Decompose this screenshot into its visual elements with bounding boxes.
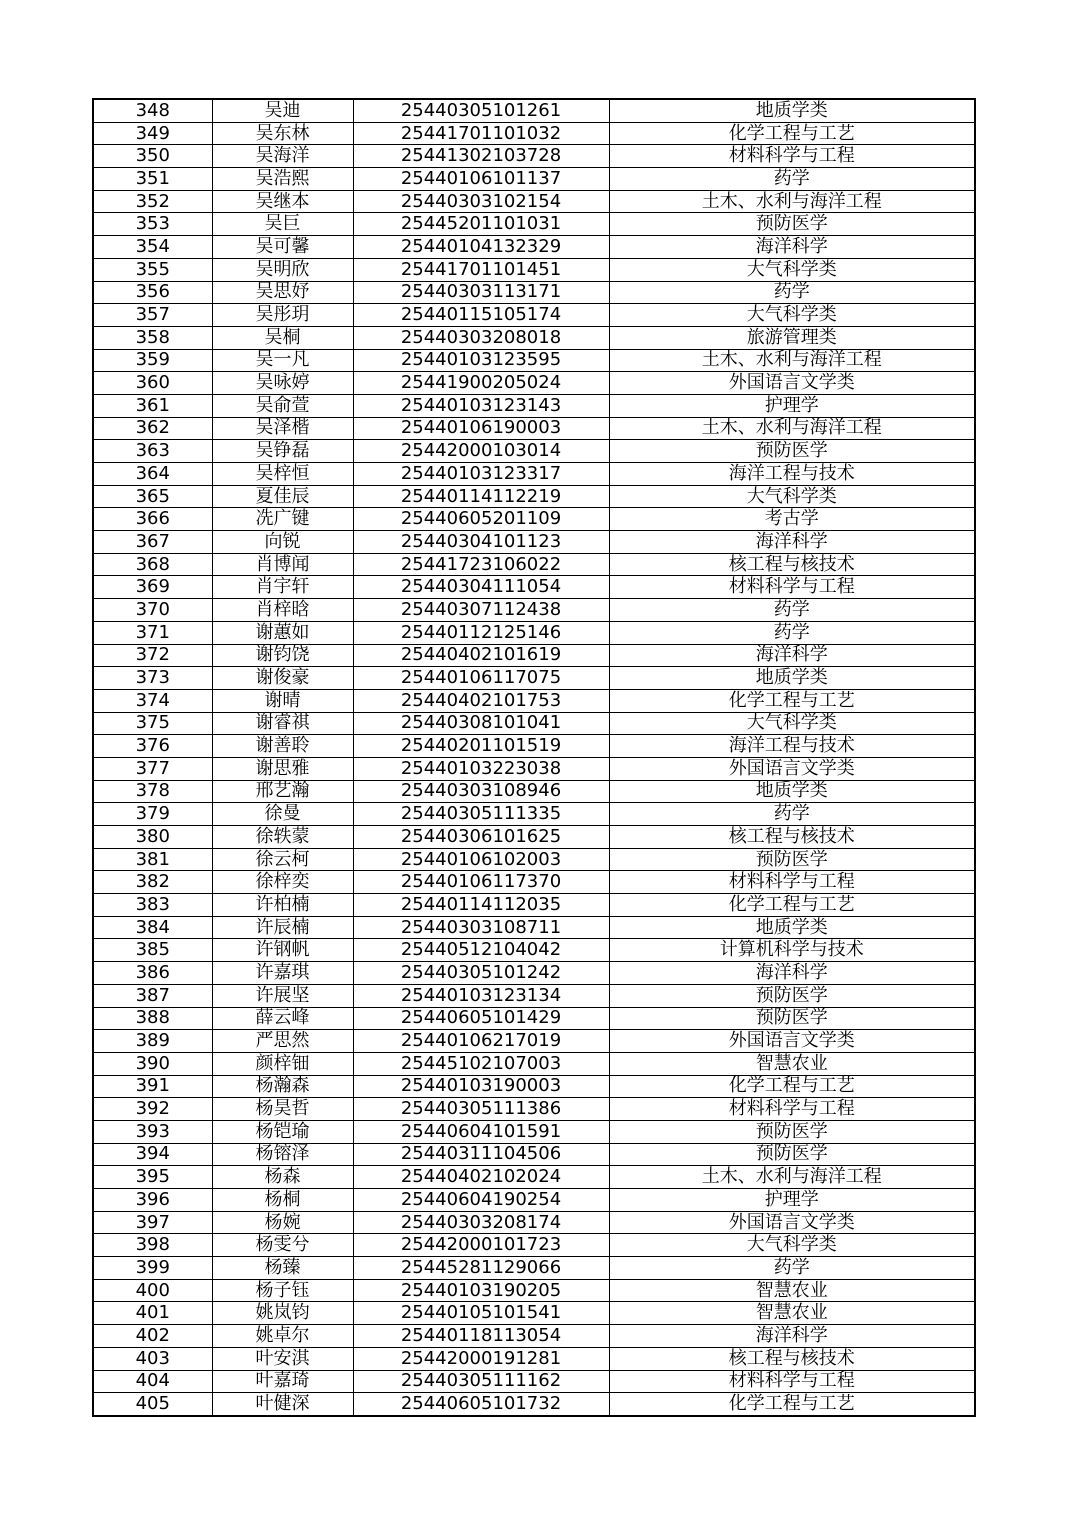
student-name: 吴梓恒 xyxy=(212,463,353,486)
candidate-id: 25440604190254 xyxy=(353,1189,609,1212)
major-name: 土木、水利与海洋工程 xyxy=(609,417,975,440)
student-name: 肖梓晗 xyxy=(212,599,353,622)
table-row xyxy=(93,984,975,1007)
student-name: 吴可馨 xyxy=(212,236,353,259)
candidate-id: 25440305101242 xyxy=(353,962,609,985)
student-name: 薛云峰 xyxy=(212,1007,353,1030)
table-row xyxy=(93,599,975,622)
candidate-id: 25440103190003 xyxy=(353,1075,609,1098)
major-name: 预防医学 xyxy=(609,213,975,236)
major-name: 海洋工程与技术 xyxy=(609,735,975,758)
student-name: 夏佳辰 xyxy=(212,485,353,508)
row-number: 383 xyxy=(93,894,212,917)
major-name: 护理学 xyxy=(609,394,975,417)
student-name: 姚岚钧 xyxy=(212,1302,353,1325)
major-name: 计算机科学与技术 xyxy=(609,939,975,962)
row-number: 399 xyxy=(93,1257,212,1280)
student-name: 叶健深 xyxy=(212,1393,353,1416)
row-number: 373 xyxy=(93,667,212,690)
candidate-id: 25440106102003 xyxy=(353,848,609,871)
candidate-id: 25440304111054 xyxy=(353,576,609,599)
table-row xyxy=(93,463,975,486)
table-row xyxy=(93,213,975,236)
table-row xyxy=(93,1257,975,1280)
row-number: 382 xyxy=(93,871,212,894)
row-number: 358 xyxy=(93,326,212,349)
candidate-id: 25442000103014 xyxy=(353,440,609,463)
row-number: 364 xyxy=(93,463,212,486)
candidate-id: 25440103123143 xyxy=(353,394,609,417)
candidate-id: 25440104132329 xyxy=(353,236,609,259)
candidate-id: 25440303208018 xyxy=(353,326,609,349)
major-name: 土木、水利与海洋工程 xyxy=(609,190,975,213)
candidate-id: 25440118113054 xyxy=(353,1325,609,1348)
row-number: 372 xyxy=(93,644,212,667)
row-number: 351 xyxy=(93,168,212,191)
major-name: 外国语言文学类 xyxy=(609,1211,975,1234)
table-row xyxy=(93,1007,975,1030)
student-name: 吴一凡 xyxy=(212,349,353,372)
candidate-id: 25440305111335 xyxy=(353,803,609,826)
candidate-id: 25440112125146 xyxy=(353,621,609,644)
roster-body xyxy=(93,99,975,1416)
major-name: 外国语言文学类 xyxy=(609,757,975,780)
row-number: 359 xyxy=(93,349,212,372)
candidate-id: 25441900205024 xyxy=(353,372,609,395)
row-number: 385 xyxy=(93,939,212,962)
major-name: 外国语言文学类 xyxy=(609,372,975,395)
candidate-id: 25440402101619 xyxy=(353,644,609,667)
table-row xyxy=(93,372,975,395)
candidate-id: 25440103123317 xyxy=(353,463,609,486)
student-name: 谢蕙如 xyxy=(212,621,353,644)
table-row xyxy=(93,1075,975,1098)
major-name: 材料科学与工程 xyxy=(609,576,975,599)
table-row xyxy=(93,712,975,735)
student-name: 吴桐 xyxy=(212,326,353,349)
candidate-id: 25445201101031 xyxy=(353,213,609,236)
row-number: 370 xyxy=(93,599,212,622)
student-name: 肖宇轩 xyxy=(212,576,353,599)
row-number: 395 xyxy=(93,1166,212,1189)
major-name: 预防医学 xyxy=(609,848,975,871)
major-name: 海洋科学 xyxy=(609,962,975,985)
major-name: 药学 xyxy=(609,803,975,826)
major-name: 药学 xyxy=(609,168,975,191)
major-name: 海洋科学 xyxy=(609,1325,975,1348)
table-row xyxy=(93,553,975,576)
table-row xyxy=(93,394,975,417)
admission-roster-table xyxy=(92,98,976,1417)
major-name: 化学工程与工艺 xyxy=(609,689,975,712)
student-name: 许辰楠 xyxy=(212,916,353,939)
student-name: 杨子钰 xyxy=(212,1279,353,1302)
table-row xyxy=(93,803,975,826)
candidate-id: 25440303108711 xyxy=(353,916,609,939)
student-name: 许钢帆 xyxy=(212,939,353,962)
candidate-id: 25440304101123 xyxy=(353,531,609,554)
major-name: 核工程与核技术 xyxy=(609,553,975,576)
student-name: 杨森 xyxy=(212,1166,353,1189)
student-name: 吴明欣 xyxy=(212,258,353,281)
candidate-id: 25440303113171 xyxy=(353,281,609,304)
row-number: 361 xyxy=(93,394,212,417)
row-number: 376 xyxy=(93,735,212,758)
major-name: 预防医学 xyxy=(609,1120,975,1143)
table-row xyxy=(93,531,975,554)
table-row xyxy=(93,1325,975,1348)
candidate-id: 25440604101591 xyxy=(353,1120,609,1143)
candidate-id: 25440605101429 xyxy=(353,1007,609,1030)
candidate-id: 25440106117370 xyxy=(353,871,609,894)
candidate-id: 25440306101625 xyxy=(353,826,609,849)
row-number: 380 xyxy=(93,826,212,849)
candidate-id: 25440303102154 xyxy=(353,190,609,213)
row-number: 387 xyxy=(93,984,212,1007)
row-number: 391 xyxy=(93,1075,212,1098)
table-row xyxy=(93,508,975,531)
candidate-id: 25440512104042 xyxy=(353,939,609,962)
table-row xyxy=(93,99,975,122)
row-number: 353 xyxy=(93,213,212,236)
row-number: 374 xyxy=(93,689,212,712)
table-row xyxy=(93,1120,975,1143)
student-name: 杨桐 xyxy=(212,1189,353,1212)
major-name: 化学工程与工艺 xyxy=(609,1075,975,1098)
table-row xyxy=(93,848,975,871)
student-name: 姚卓尔 xyxy=(212,1325,353,1348)
candidate-id: 25440106217019 xyxy=(353,1030,609,1053)
student-name: 吴咏婷 xyxy=(212,372,353,395)
row-number: 403 xyxy=(93,1347,212,1370)
candidate-id: 25440103123595 xyxy=(353,349,609,372)
candidate-id: 25441701101451 xyxy=(353,258,609,281)
candidate-id: 25440201101519 xyxy=(353,735,609,758)
table-row xyxy=(93,1393,975,1416)
table-row xyxy=(93,1370,975,1393)
row-number: 362 xyxy=(93,417,212,440)
table-row xyxy=(93,576,975,599)
row-number: 349 xyxy=(93,122,212,145)
row-number: 400 xyxy=(93,1279,212,1302)
row-number: 360 xyxy=(93,372,212,395)
student-name: 吴继本 xyxy=(212,190,353,213)
candidate-id: 25440103190205 xyxy=(353,1279,609,1302)
row-number: 393 xyxy=(93,1120,212,1143)
table-row xyxy=(93,281,975,304)
candidate-id: 25440115105174 xyxy=(353,304,609,327)
candidate-id: 25442000191281 xyxy=(353,1347,609,1370)
table-row xyxy=(93,894,975,917)
student-name: 叶嘉琦 xyxy=(212,1370,353,1393)
table-row xyxy=(93,689,975,712)
candidate-id: 25440105101541 xyxy=(353,1302,609,1325)
student-name: 谢善聆 xyxy=(212,735,353,758)
major-name: 智慧农业 xyxy=(609,1279,975,1302)
table-row xyxy=(93,485,975,508)
student-name: 许柏楠 xyxy=(212,894,353,917)
student-name: 杨瀚森 xyxy=(212,1075,353,1098)
row-number: 378 xyxy=(93,780,212,803)
student-name: 吴浩熙 xyxy=(212,168,353,191)
table-row xyxy=(93,122,975,145)
candidate-id: 25440106117075 xyxy=(353,667,609,690)
major-name: 预防医学 xyxy=(609,1007,975,1030)
student-name: 杨昊哲 xyxy=(212,1098,353,1121)
major-name: 预防医学 xyxy=(609,984,975,1007)
student-name: 吴彤玥 xyxy=(212,304,353,327)
candidate-id: 25445102107003 xyxy=(353,1052,609,1075)
row-number: 366 xyxy=(93,508,212,531)
row-number: 363 xyxy=(93,440,212,463)
major-name: 材料科学与工程 xyxy=(609,145,975,168)
student-name: 徐曼 xyxy=(212,803,353,826)
candidate-id: 25440305101261 xyxy=(353,99,609,122)
major-name: 化学工程与工艺 xyxy=(609,122,975,145)
candidate-id: 25440106101137 xyxy=(353,168,609,191)
row-number: 397 xyxy=(93,1211,212,1234)
student-name: 徐轶蒙 xyxy=(212,826,353,849)
student-name: 严思然 xyxy=(212,1030,353,1053)
row-number: 354 xyxy=(93,236,212,259)
major-name: 地质学类 xyxy=(609,780,975,803)
major-name: 材料科学与工程 xyxy=(609,871,975,894)
table-row xyxy=(93,1098,975,1121)
table-row xyxy=(93,667,975,690)
candidate-id: 25441723106022 xyxy=(353,553,609,576)
candidate-id: 25440307112438 xyxy=(353,599,609,622)
major-name: 海洋工程与技术 xyxy=(609,463,975,486)
row-number: 402 xyxy=(93,1325,212,1348)
major-name: 地质学类 xyxy=(609,916,975,939)
row-number: 348 xyxy=(93,99,212,122)
row-number: 356 xyxy=(93,281,212,304)
table-row xyxy=(93,644,975,667)
row-number: 357 xyxy=(93,304,212,327)
student-name: 吴铮磊 xyxy=(212,440,353,463)
major-name: 大气科学类 xyxy=(609,712,975,735)
major-name: 药学 xyxy=(609,1257,975,1280)
row-number: 384 xyxy=(93,916,212,939)
student-name: 谢睿祺 xyxy=(212,712,353,735)
row-number: 369 xyxy=(93,576,212,599)
student-name: 肖博闻 xyxy=(212,553,353,576)
candidate-id: 25440605101732 xyxy=(353,1393,609,1416)
candidate-id: 25440106190003 xyxy=(353,417,609,440)
student-name: 邢艺瀚 xyxy=(212,780,353,803)
table-row xyxy=(93,1143,975,1166)
table-row xyxy=(93,1279,975,1302)
major-name: 大气科学类 xyxy=(609,1234,975,1257)
table-row xyxy=(93,735,975,758)
candidate-id: 25441302103728 xyxy=(353,145,609,168)
major-name: 预防医学 xyxy=(609,440,975,463)
student-name: 叶安淇 xyxy=(212,1347,353,1370)
major-name: 药学 xyxy=(609,621,975,644)
major-name: 海洋科学 xyxy=(609,236,975,259)
candidate-id: 25440114112035 xyxy=(353,894,609,917)
student-name: 杨铠瑜 xyxy=(212,1120,353,1143)
student-name: 吴海洋 xyxy=(212,145,353,168)
major-name: 化学工程与工艺 xyxy=(609,894,975,917)
major-name: 化学工程与工艺 xyxy=(609,1393,975,1416)
major-name: 地质学类 xyxy=(609,99,975,122)
student-name: 许展坚 xyxy=(212,984,353,1007)
student-name: 吴东林 xyxy=(212,122,353,145)
major-name: 地质学类 xyxy=(609,667,975,690)
row-number: 386 xyxy=(93,962,212,985)
candidate-id: 25440402101753 xyxy=(353,689,609,712)
table-row xyxy=(93,168,975,191)
candidate-id: 25440303208174 xyxy=(353,1211,609,1234)
major-name: 海洋科学 xyxy=(609,644,975,667)
candidate-id: 25440311104506 xyxy=(353,1143,609,1166)
candidate-id: 25440303108946 xyxy=(353,780,609,803)
table-row xyxy=(93,145,975,168)
table-row xyxy=(93,440,975,463)
candidate-id: 25440308101041 xyxy=(353,712,609,735)
major-name: 旅游管理类 xyxy=(609,326,975,349)
row-number: 398 xyxy=(93,1234,212,1257)
table-row xyxy=(93,621,975,644)
table-row xyxy=(93,916,975,939)
major-name: 核工程与核技术 xyxy=(609,826,975,849)
row-number: 368 xyxy=(93,553,212,576)
major-name: 海洋科学 xyxy=(609,531,975,554)
table-row xyxy=(93,780,975,803)
row-number: 375 xyxy=(93,712,212,735)
major-name: 材料科学与工程 xyxy=(609,1370,975,1393)
table-row xyxy=(93,349,975,372)
row-number: 377 xyxy=(93,757,212,780)
table-row xyxy=(93,1302,975,1325)
table-row xyxy=(93,1211,975,1234)
student-name: 杨婉 xyxy=(212,1211,353,1234)
candidate-id: 25440402102024 xyxy=(353,1166,609,1189)
row-number: 392 xyxy=(93,1098,212,1121)
student-name: 吴迪 xyxy=(212,99,353,122)
major-name: 土木、水利与海洋工程 xyxy=(609,349,975,372)
candidate-id: 25440605201109 xyxy=(353,508,609,531)
table-row xyxy=(93,962,975,985)
student-name: 谢俊豪 xyxy=(212,667,353,690)
major-name: 智慧农业 xyxy=(609,1302,975,1325)
table-row xyxy=(93,326,975,349)
student-name: 杨雯兮 xyxy=(212,1234,353,1257)
student-name: 吴思妤 xyxy=(212,281,353,304)
student-name: 向锐 xyxy=(212,531,353,554)
table-row xyxy=(93,258,975,281)
major-name: 考古学 xyxy=(609,508,975,531)
row-number: 401 xyxy=(93,1302,212,1325)
table-row xyxy=(93,757,975,780)
candidate-id: 25445281129066 xyxy=(353,1257,609,1280)
row-number: 381 xyxy=(93,848,212,871)
student-name: 吴俞萱 xyxy=(212,394,353,417)
row-number: 379 xyxy=(93,803,212,826)
row-number: 355 xyxy=(93,258,212,281)
row-number: 389 xyxy=(93,1030,212,1053)
row-number: 352 xyxy=(93,190,212,213)
major-name: 大气科学类 xyxy=(609,485,975,508)
student-name: 冼广键 xyxy=(212,508,353,531)
major-name: 药学 xyxy=(609,281,975,304)
table-row xyxy=(93,826,975,849)
row-number: 396 xyxy=(93,1189,212,1212)
candidate-id: 25440305111162 xyxy=(353,1370,609,1393)
candidate-id: 25440114112219 xyxy=(353,485,609,508)
table-row xyxy=(93,417,975,440)
student-name: 徐梓奕 xyxy=(212,871,353,894)
student-name: 徐云柯 xyxy=(212,848,353,871)
table-row xyxy=(93,236,975,259)
row-number: 404 xyxy=(93,1370,212,1393)
major-name: 智慧农业 xyxy=(609,1052,975,1075)
student-name: 吴巨 xyxy=(212,213,353,236)
row-number: 367 xyxy=(93,531,212,554)
candidate-id: 25440103223038 xyxy=(353,757,609,780)
table-row xyxy=(93,1234,975,1257)
student-name: 许嘉琪 xyxy=(212,962,353,985)
student-name: 杨臻 xyxy=(212,1257,353,1280)
row-number: 350 xyxy=(93,145,212,168)
candidate-id: 25442000101723 xyxy=(353,1234,609,1257)
table-row xyxy=(93,1052,975,1075)
row-number: 365 xyxy=(93,485,212,508)
student-name: 谢钧饶 xyxy=(212,644,353,667)
major-name: 核工程与核技术 xyxy=(609,1347,975,1370)
candidate-id: 25440103123134 xyxy=(353,984,609,1007)
candidate-id: 25440305111386 xyxy=(353,1098,609,1121)
major-name: 材料科学与工程 xyxy=(609,1098,975,1121)
major-name: 大气科学类 xyxy=(609,304,975,327)
table-row xyxy=(93,1347,975,1370)
student-name: 吴泽楷 xyxy=(212,417,353,440)
major-name: 大气科学类 xyxy=(609,258,975,281)
row-number: 371 xyxy=(93,621,212,644)
major-name: 护理学 xyxy=(609,1189,975,1212)
major-name: 外国语言文学类 xyxy=(609,1030,975,1053)
table-row xyxy=(93,1189,975,1212)
table-row xyxy=(93,304,975,327)
student-name: 谢思雅 xyxy=(212,757,353,780)
row-number: 390 xyxy=(93,1052,212,1075)
student-name: 谢晴 xyxy=(212,689,353,712)
table-row xyxy=(93,190,975,213)
student-name: 颜梓钿 xyxy=(212,1052,353,1075)
row-number: 394 xyxy=(93,1143,212,1166)
row-number: 405 xyxy=(93,1393,212,1416)
major-name: 预防医学 xyxy=(609,1143,975,1166)
table-row xyxy=(93,939,975,962)
candidate-id: 25441701101032 xyxy=(353,122,609,145)
table-row xyxy=(93,1030,975,1053)
major-name: 土木、水利与海洋工程 xyxy=(609,1166,975,1189)
major-name: 药学 xyxy=(609,599,975,622)
row-number: 388 xyxy=(93,1007,212,1030)
table-row xyxy=(93,1166,975,1189)
table-row xyxy=(93,871,975,894)
student-name: 杨镕泽 xyxy=(212,1143,353,1166)
